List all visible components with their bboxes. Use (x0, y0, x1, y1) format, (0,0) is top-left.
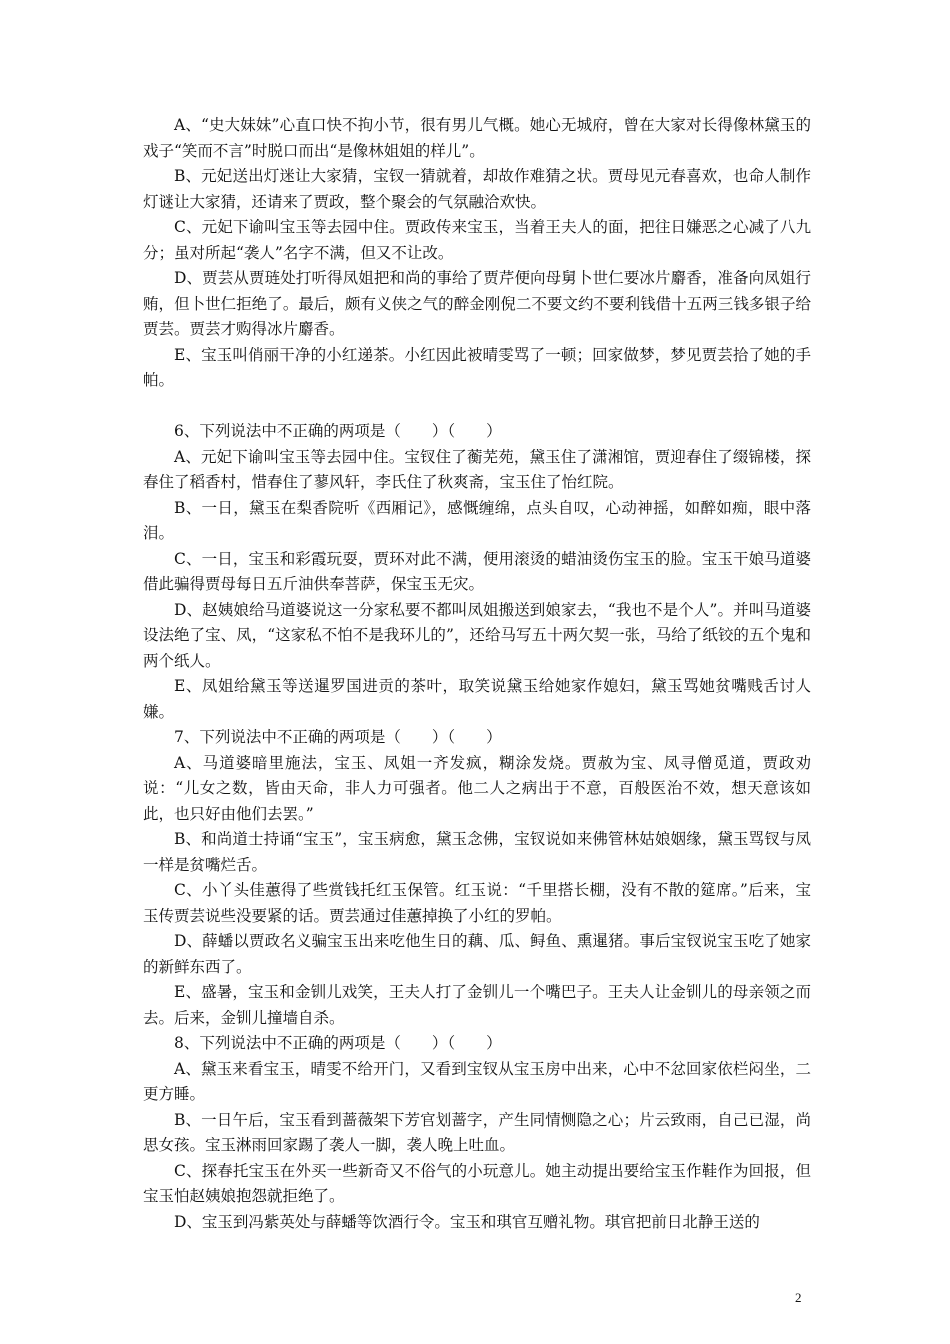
q7-option-e: E、盛暑，宝玉和金钏儿戏笑，王夫人打了金钏儿一个嘴巴子。王夫人让金钏儿的母亲领之而去。后来，金钏儿撞墙自杀。 (143, 983, 811, 1027)
prev-option-e: E、宝玉叫俏丽干净的小红递茶。小红因此被晴雯骂了一顿；回家做梦，梦见贾芸拾了她的手帕。 (143, 345, 811, 389)
prev-option-c: C、元妃下谕叫宝玉等去园中住。贾政传来宝玉，当着王夫人的面，把往日嫌恶之心减了八九分；虽对所起“袭人”名字不满，但又不让改。 (143, 218, 811, 262)
q8-option-b: B、一日午后，宝玉看到蔷薇架下芳官划蔷字，产生同情恻隐之心；片云致雨，自己已湿，尚思女孩。宝玉淋雨回家踢了袭人一脚，袭人晚上吐血。 (143, 1110, 811, 1154)
q8-option-d: D、宝玉到冯紫英处与薛蟠等饮酒行令。宝玉和琪官互赠礼物。琪官把前日北静王送的 (174, 1212, 760, 1231)
question-6-stem: 6、下列说法中不正确的两项是（ ）（ ） (174, 422, 502, 440)
q6-option-c: C、一日，宝玉和彩霞玩耍，贾环对此不满，便用滚烫的蜡油烫伤宝玉的脸。宝玉干娘马道婆借此骗得贾母每日五斤油供奉菩萨，保宝玉无灾。 (143, 549, 811, 593)
question-7-stem: 7、下列说法中不正确的两项是（ ）（ ） (174, 728, 502, 746)
prev-option-d: D、贾芸从贾琏处打听得凤姐把和尚的事给了贾芹便向母舅卜世仁要冰片麝香，准备向凤姐行贿，但卜世仁拒绝了。最后，颇有义侠之气的醉金刚倪二不要文约不要利钱借十五两三钱多银子给贾芸。贾芸才购得冰片麝香。 (143, 269, 811, 338)
q6-option-b: B、一日，黛玉在梨香院听《西厢记》，感慨缠绵，点头自叹，心动神摇，如醉如痴，眼中落泪。 (143, 498, 811, 542)
q8-option-a: A、黛玉来看宝玉，晴雯不给开门，又看到宝钗从宝玉房中出来，心中不忿回家依栏闷坐，二更方睡。 (143, 1059, 811, 1103)
blank-line (143, 394, 811, 420)
q8-option-c: C、探春托宝玉在外买一些新奇又不俗气的小玩意儿。她主动提出要给宝玉作鞋作为回报，但宝玉怕赵姨娘抱怨就拒绝了。 (143, 1161, 811, 1205)
q6-option-e: E、凤姐给黛玉等送暹罗国进贡的茶叶，取笑说黛玉给她家作媳妇，黛玉骂她贫嘴贱舌讨人嫌。 (143, 677, 811, 721)
q7-option-a: A、马道婆暗里施法，宝玉、凤姐一齐发疯，糊涂发烧。贾赦为宝、凤寻僧觅道，贾政劝说：“儿女之数，皆由天命，非人力可强者。他二人之病出于不意，百般医治不效，想天意该如此，也只好由他们去罢。” (143, 753, 811, 823)
q7-option-b: B、和尚道士持诵“宝玉”，宝玉病愈，黛玉念佛，宝钗说如来佛管林姑娘姻缘，黛玉骂钗与凤一样是贫嘴烂舌。 (143, 830, 811, 874)
q6-option-a: A、元妃下谕叫宝玉等去园中住。宝钗住了蘅芜苑，黛玉住了潇湘馆，贾迎春住了缀锦楼，探春住了稻香村，惜春住了蓼风轩，李氏住了秋爽斋，宝玉住了怡红院。 (143, 447, 811, 491)
page-number: 2 (795, 1290, 802, 1305)
q7-option-d: D、薛蟠以贾政名义骗宝玉出来吃他生日的藕、瓜、鲟鱼、熏暹猪。事后宝钗说宝玉吃了她家的新鲜东西了。 (143, 932, 811, 976)
document-body (143, 113, 811, 1235)
question-8-stem: 8、下列说法中不正确的两项是（ ）（ ） (174, 1034, 502, 1052)
q6-option-d: D、赵姨娘给马道婆说这一分家私要不都叫凤姐搬送到娘家去，“我也不是个人”。并叫马道婆设法绝了宝、凤，“这家私不怕不是我环儿的”，还给马写五十两欠契一张，马给了纸铰的五个鬼和两个纸人。 (143, 600, 811, 670)
prev-option-a: A、“史大妹妹”心直口快不拘小节，很有男儿气概。她心无城府，曾在大家对长得像林黛玉的戏子“笑而不言”时脱口而出“是像林姐姐的样儿”。 (143, 116, 811, 160)
prev-option-b: B、元妃送出灯迷让大家猜，宝钗一猜就着，却故作难猜之状。贾母见元春喜欢，也命人制作灯谜让大家猜，还请来了贾政，整个聚会的气氛融洽欢快。 (143, 167, 811, 211)
q7-option-c: C、小丫头佳蕙得了些赏钱托红玉保管。红玉说：“千里搭长棚，没有不散的筵席。”后来，宝玉传贾芸说些没要紧的话。贾芸通过佳蕙掉换了小红的罗帕。 (143, 881, 811, 925)
